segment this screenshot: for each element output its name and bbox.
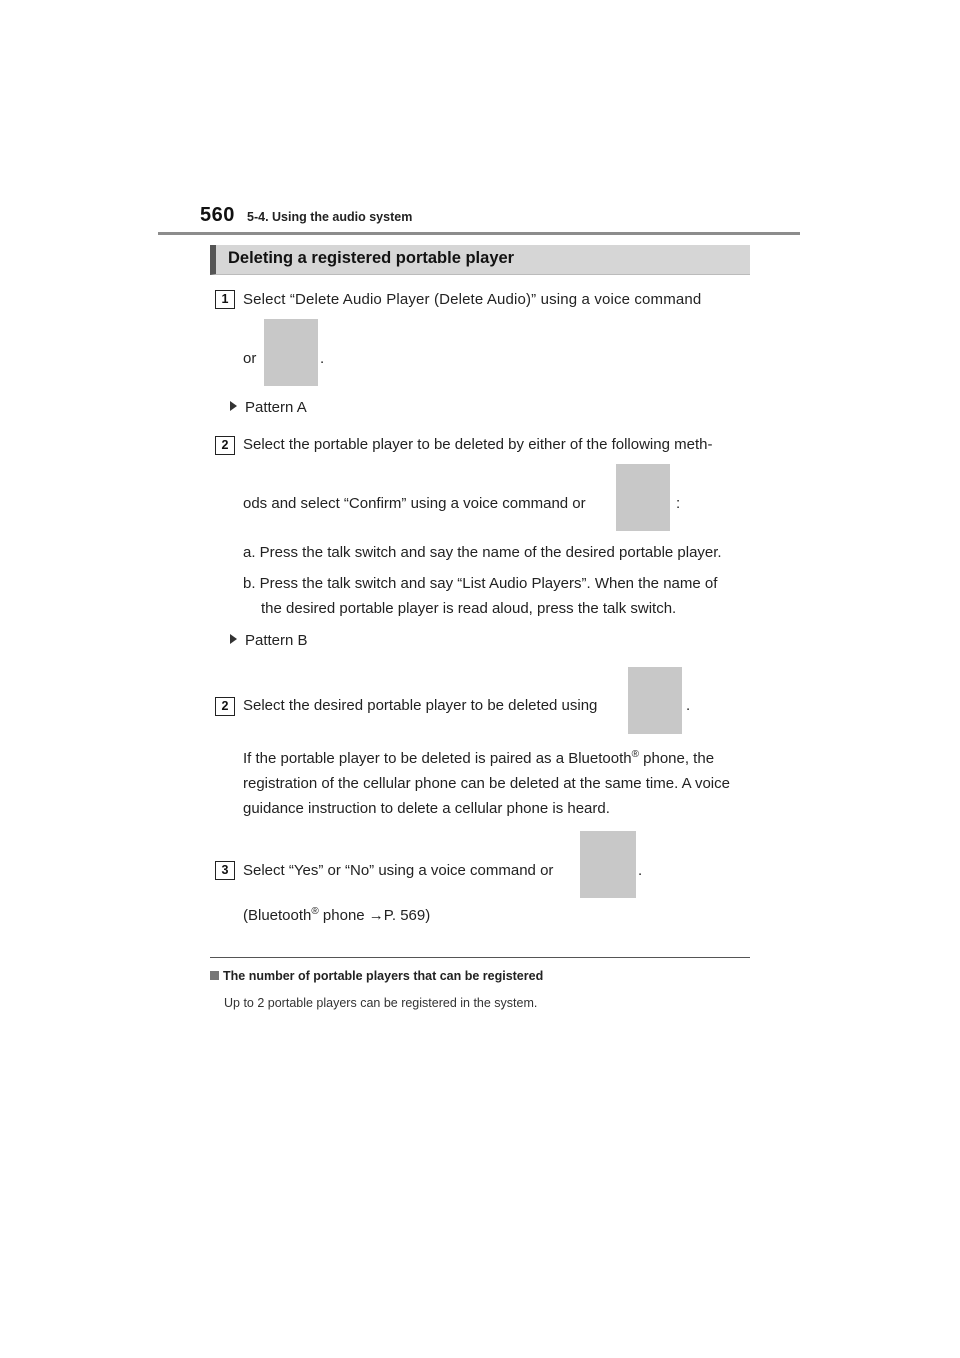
- bluetooth-paragraph-start: If the portable player to be deleted is paired as a Bluetooth: [243, 750, 632, 767]
- note-title-text: The number of portable players that can be registered: [223, 969, 544, 983]
- chapter-title: 5-4. Using the audio system: [247, 210, 413, 224]
- note-divider: [210, 957, 750, 958]
- step-2b-badge: 2: [215, 697, 235, 716]
- step-3-text-period: .: [638, 862, 643, 879]
- reference-page-link[interactable]: phone →P. 569): [318, 907, 431, 924]
- reference-start: (Bluetooth: [243, 907, 312, 924]
- step-3-text: Select “Yes” or “No” using a voice command or: [243, 862, 554, 879]
- step-1-text-or: or: [243, 350, 257, 367]
- steering-switch-button-image: [264, 319, 318, 386]
- confirm-button-image: [616, 464, 670, 531]
- registered-mark: ®: [311, 906, 319, 917]
- bluetooth-paragraph-rest: phone, the registration of the cellular phone can be deleted at the same time. A voice guidance instruction to delete a cellular phone is heard.: [243, 750, 730, 817]
- option-b-text-line1: b. Press the talk switch and say “List Audio Players”. When the name of: [243, 575, 718, 592]
- pattern-b-label: [230, 632, 308, 649]
- pattern-a-label: [230, 399, 307, 416]
- step-2a-text-line2: ods and select “Confirm” using a voice command or: [243, 495, 586, 512]
- pattern-arrow-icon: [230, 634, 237, 644]
- square-bullet-icon: [210, 971, 219, 980]
- step-1-text-period: .: [320, 350, 325, 367]
- step-1-text-line1: Select “Delete Audio Player (Delete Audio)” using a voice command: [243, 291, 702, 308]
- step-2b-text: Select the desired portable player to be deleted using: [243, 697, 598, 714]
- step-2b-text-period: .: [686, 697, 691, 714]
- header-divider: [158, 232, 800, 235]
- bluetooth-paragraph: [243, 742, 748, 821]
- bluetooth-reference: [243, 906, 430, 924]
- pattern-b-text: Pattern B: [245, 632, 308, 649]
- step-2a-text-colon: :: [676, 495, 681, 512]
- pattern-a-text: Pattern A: [245, 399, 307, 416]
- option-a-text: a. Press the talk switch and say the name of the desired portable player.: [243, 544, 722, 561]
- pattern-arrow-icon: [230, 401, 237, 411]
- option-b-text-line2: the desired portable player is read aloud, press the talk switch.: [261, 600, 677, 617]
- step-2a-badge: 2: [215, 436, 235, 455]
- step-1-badge: 1: [215, 290, 235, 309]
- section-title: Deleting a registered portable player: [228, 249, 515, 267]
- step-3-badge: 3: [215, 861, 235, 880]
- note-body: Up to 2 portable players can be registered in the system.: [224, 996, 538, 1010]
- yes-no-button-image: [580, 831, 636, 898]
- step-2a-text-line1: Select the portable player to be deleted by either of the following meth-: [243, 436, 713, 453]
- page-number: 560: [200, 204, 235, 226]
- note-heading: [210, 969, 543, 983]
- section-heading-bar: [210, 245, 750, 275]
- registered-mark: ®: [631, 749, 639, 760]
- select-button-image: [628, 667, 682, 734]
